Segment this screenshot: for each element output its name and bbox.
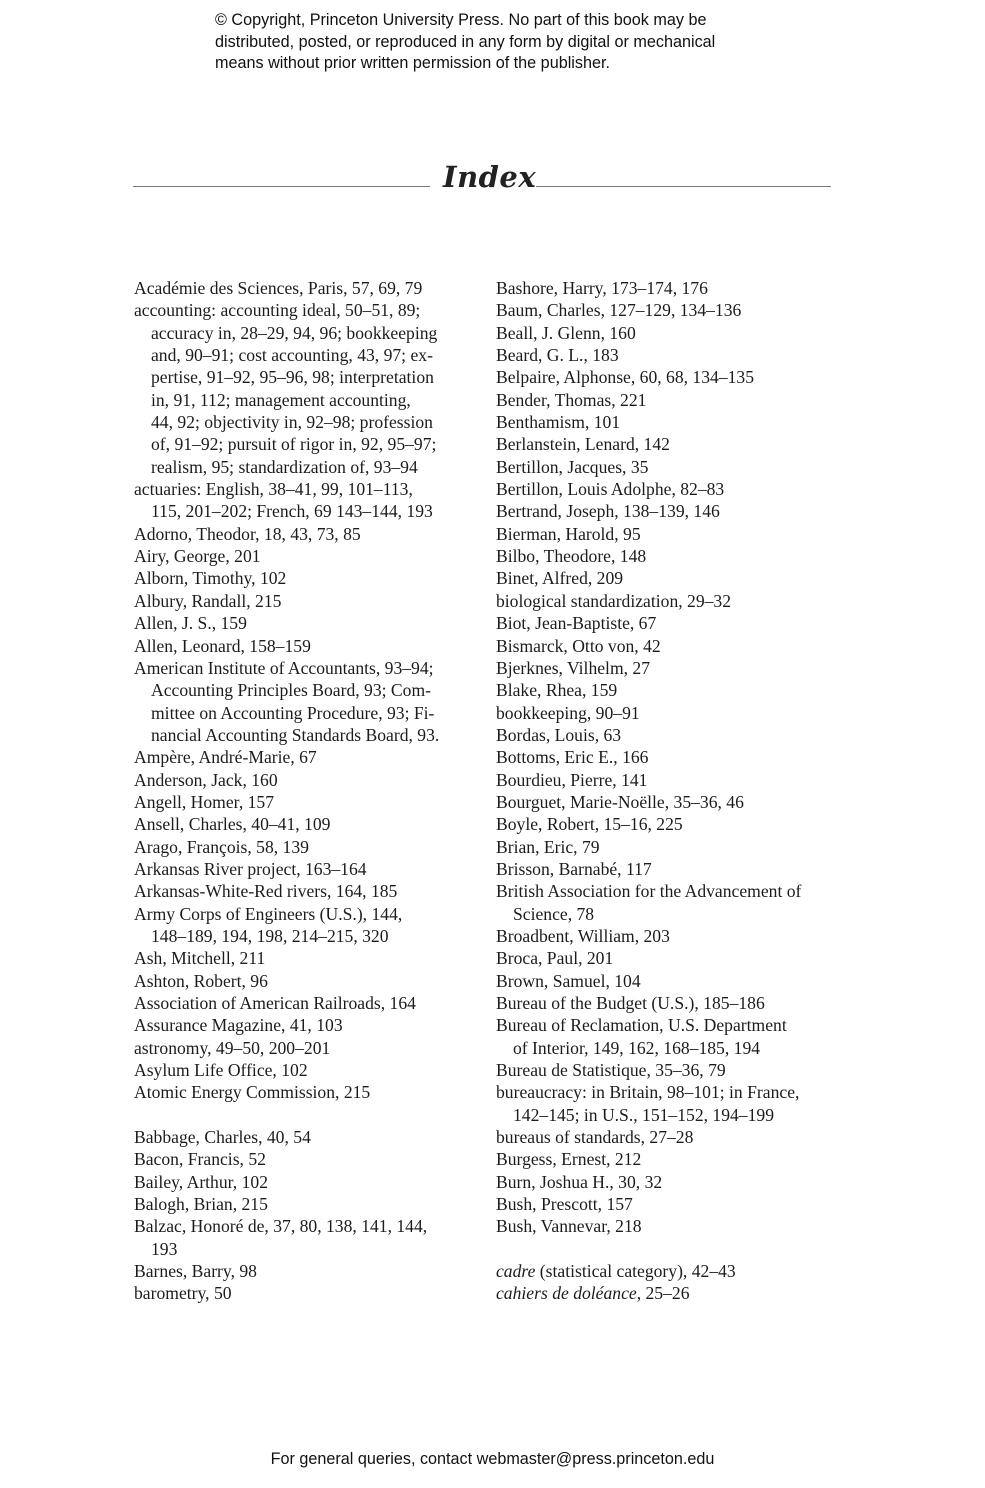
- index-entry: Assurance Magazine, 41, 103: [134, 1015, 343, 1036]
- copyright-line: means without prior written permission of the publisher.: [215, 54, 610, 72]
- entry-gap: [496, 1238, 841, 1260]
- footer-contact: For general queries, contact webmaster@press.princeton.edu: [270, 1450, 715, 1468]
- index-entry: actuaries: English, 38–41, 99, 101–113,: [134, 479, 413, 500]
- index-entry: bureaucracy: in Britain, 98–101; in France,: [496, 1082, 800, 1103]
- index-entry: Burn, Joshua H., 30, 32: [496, 1171, 663, 1192]
- index-entry-continuation: 44, 92; objectivity in, 92–98; profession: [151, 412, 433, 433]
- index-entry: Ashton, Robert, 96: [134, 970, 268, 991]
- index-entry: Beard, G. L., 183: [496, 345, 619, 366]
- index-entry: Albury, Randall, 215: [134, 590, 282, 611]
- index-entry: Bismarck, Otto von, 42: [496, 635, 661, 656]
- index-entry: Bacon, Francis, 52: [134, 1149, 266, 1170]
- index-entry: Ampère, André-Marie, 67: [134, 747, 317, 768]
- index-entry: Association of American Railroads, 164: [134, 993, 416, 1013]
- index-entry-continuation: in, 91, 112; management accounting,: [151, 389, 411, 410]
- index-entry-continuation: and, 90–91; cost accounting, 43, 97; ex-: [151, 345, 433, 366]
- index-entry: cadre (statistical category), 42–43: [496, 1261, 736, 1282]
- index-entry: Ash, Mitchell, 211: [134, 948, 266, 969]
- index-entry: Anderson, Jack, 160: [134, 769, 278, 790]
- index-entry: Brisson, Barnabé, 117: [496, 858, 652, 879]
- index-entry: Bender, Thomas, 221: [496, 389, 647, 410]
- index-entry: Académie des Sciences, Paris, 57, 69, 79: [134, 278, 423, 298]
- index-entry: Bureau de Statistique, 35–36, 79: [496, 1060, 726, 1081]
- index-entry-continuation: pertise, 91–92, 95–96, 98; interpretation: [151, 367, 434, 388]
- index-heading: [133, 158, 831, 198]
- index-entry: biological standardization, 29–32: [496, 590, 732, 611]
- index-entry: Blake, Rhea, 159: [496, 680, 618, 701]
- entry-gap: [134, 1104, 474, 1126]
- index-entry: cahiers de doléance, 25–26: [496, 1283, 690, 1304]
- index-entry-continuation: of, 91–92; pursuit of rigor in, 92, 95–97;: [151, 434, 437, 455]
- index-entry: Berlanstein, Lenard, 142: [496, 434, 670, 455]
- index-entry: astronomy, 49–50, 200–201: [134, 1037, 331, 1058]
- index-entry: Balzac, Honoré de, 37, 80, 138, 141, 144,: [134, 1216, 428, 1237]
- index-entry-continuation: nancial Accounting Standards Board, 93.: [151, 724, 440, 745]
- heading-rule-left: [133, 186, 430, 187]
- index-column-right: [496, 277, 841, 1305]
- index-entry: Adorno, Theodor, 18, 43, 73, 85: [134, 523, 361, 544]
- index-entry: British Association for the Advancement of: [496, 881, 802, 902]
- index-entry-continuation: of Interior, 149, 162, 168–185, 194: [513, 1037, 761, 1058]
- index-entry: Ansell, Charles, 40–41, 109: [134, 814, 331, 835]
- index-entry: Angell, Homer, 157: [134, 791, 275, 812]
- index-entry: bureaus of standards, 27–28: [496, 1127, 694, 1148]
- index-entry: Bottoms, Eric E., 166: [496, 747, 649, 768]
- index-entry: Belpaire, Alphonse, 60, 68, 134–135: [496, 367, 755, 388]
- index-entry-continuation: 115, 201–202; French, 69 143–144, 193: [151, 501, 433, 522]
- index-entry: Arago, François, 58, 139: [134, 836, 309, 857]
- index-entry: Bureau of Reclamation, U.S. Department: [496, 1015, 787, 1036]
- index-entry-continuation: 142–145; in U.S., 151–152, 194–199: [513, 1104, 774, 1125]
- index-entry: Beall, J. Glenn, 160: [496, 322, 636, 343]
- index-entry: Allen, J. S., 159: [134, 613, 247, 634]
- index-entry: Broca, Paul, 201: [496, 948, 614, 969]
- index-column-left: [134, 277, 474, 1305]
- index-entry: Bush, Prescott, 157: [496, 1194, 633, 1215]
- copyright-notice: [215, 10, 815, 75]
- index-entry: Broadbent, William, 203: [496, 925, 670, 946]
- index-entry-continuation: 193: [151, 1238, 178, 1259]
- index-entry: American Institute of Accountants, 93–94;: [134, 657, 434, 678]
- index-entry: Babbage, Charles, 40, 54: [134, 1127, 311, 1148]
- page-title: Index: [443, 160, 537, 194]
- index-entry: Boyle, Robert, 15–16, 225: [496, 814, 683, 835]
- index-entry: Balogh, Brian, 215: [134, 1194, 268, 1215]
- index-entry: Burgess, Ernest, 212: [496, 1149, 642, 1170]
- index-entry: Arkansas-White-Red rivers, 164, 185: [134, 881, 398, 902]
- index-entry: Bordas, Louis, 63: [496, 724, 622, 745]
- index-entry: Bertillon, Jacques, 35: [496, 456, 649, 477]
- index-entry-continuation: Science, 78: [513, 903, 595, 924]
- index-entry: Benthamism, 101: [496, 412, 621, 433]
- copyright-line: © Copyright, Princeton University Press. No part of this book may be: [215, 11, 707, 29]
- index-entry: Arkansas River project, 163–164: [134, 858, 367, 879]
- index-entry: Binet, Alfred, 209: [496, 568, 624, 589]
- index-entry: Barnes, Barry, 98: [134, 1261, 257, 1282]
- index-entry-continuation: realism, 95; standardization of, 93–94: [151, 456, 418, 477]
- index-entry: Bertillon, Louis Adolphe, 82–83: [496, 479, 725, 500]
- index-entry: Bilbo, Theodore, 148: [496, 546, 647, 567]
- index-entry: Alborn, Timothy, 102: [134, 568, 287, 589]
- index-entry: Brian, Eric, 79: [496, 836, 600, 857]
- index-entry: Atomic Energy Commission, 215: [134, 1082, 371, 1103]
- index-entry: Asylum Life Office, 102: [134, 1060, 308, 1081]
- index-entry: Bureau of the Budget (U.S.), 185–186: [496, 993, 765, 1013]
- index-entry: Bashore, Harry, 173–174, 176: [496, 278, 708, 298]
- index-entry: accounting: accounting ideal, 50–51, 89;: [134, 300, 421, 321]
- index-entry-continuation: Accounting Principles Board, 93; Com-: [151, 680, 431, 701]
- index-entry: Baum, Charles, 127–129, 134–136: [496, 300, 742, 321]
- heading-rule-right: [536, 186, 831, 187]
- index-entry-continuation: accuracy in, 28–29, 94, 96; bookkeeping: [151, 322, 438, 343]
- index-entry: bookkeeping, 90–91: [496, 702, 640, 723]
- index-entry: Bjerknes, Vilhelm, 27: [496, 657, 651, 678]
- index-entry: Army Corps of Engineers (U.S.), 144,: [134, 903, 403, 924]
- index-entry: Biot, Jean-Baptiste, 67: [496, 613, 657, 634]
- index-entry: Allen, Leonard, 158–159: [134, 635, 311, 656]
- index-entry: Bertrand, Joseph, 138–139, 146: [496, 501, 720, 522]
- index-entry: Bourguet, Marie-Noëlle, 35–36, 46: [496, 791, 744, 812]
- copyright-line: distributed, posted, or reproduced in any form by digital or mechanical: [215, 32, 716, 51]
- index-entry-continuation: 148–189, 194, 198, 214–215, 320: [151, 925, 389, 946]
- index-entry-continuation: mittee on Accounting Procedure, 93; Fi-: [151, 702, 435, 723]
- index-entry: Bailey, Arthur, 102: [134, 1171, 268, 1192]
- index-entry: Airy, George, 201: [134, 546, 261, 567]
- index-entry: Bierman, Harold, 95: [496, 523, 641, 544]
- index-entry: Bourdieu, Pierre, 141: [496, 769, 648, 790]
- index-entry: Bush, Vannevar, 218: [496, 1216, 642, 1237]
- index-entry: Brown, Samuel, 104: [496, 970, 641, 991]
- index-entry: barometry, 50: [134, 1283, 232, 1304]
